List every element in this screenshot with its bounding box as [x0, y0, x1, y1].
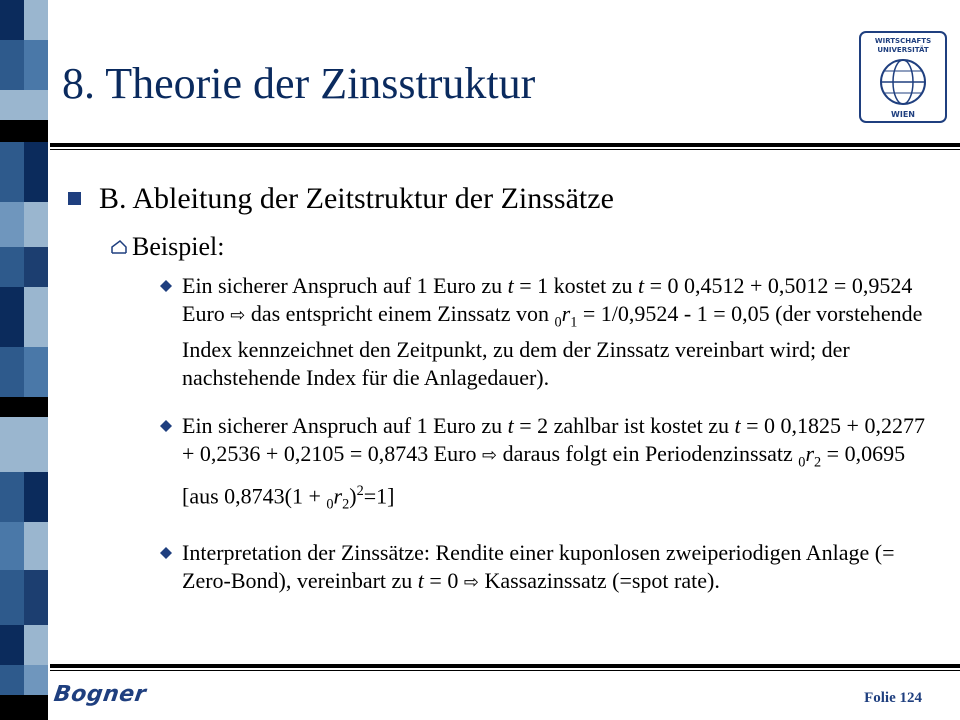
svg-text:WIRTSCHAFTS: WIRTSCHAFTS [874, 37, 932, 45]
sub-heading [110, 232, 224, 264]
pen-bullet-icon [110, 234, 132, 264]
footer-brand: Bogner [52, 682, 148, 707]
bottom-rule [50, 664, 960, 671]
list-item [160, 272, 940, 392]
slide-number: Folie 124 [864, 690, 922, 706]
arrow-right-icon: ⇨ [230, 305, 246, 326]
svg-text:UNIVERSITÄT: UNIVERSITÄT [877, 46, 929, 54]
arrow-right-icon: ⇨ [463, 571, 479, 593]
svg-text:WIEN: WIEN [891, 110, 915, 119]
arrow-right-icon: ⇨ [482, 445, 498, 467]
section-heading [68, 180, 614, 218]
bullet-list [160, 272, 940, 617]
section-heading-text: B. Ableitung der Zeitstruktur der Zinssätze [99, 182, 614, 215]
square-bullet-icon [68, 192, 81, 205]
university-logo [858, 30, 948, 124]
decorative-stripe [0, 0, 48, 720]
top-rule [50, 143, 960, 150]
diamond-bullet-icon [160, 547, 172, 559]
list-item [160, 539, 940, 597]
list-item [160, 412, 940, 518]
diamond-bullet-icon [160, 420, 172, 432]
diamond-bullet-icon [160, 280, 172, 292]
bullet-text: Ein sicherer Anspruch auf 1 Euro zu t = 2 zahlbar ist kostet zu t = 0 0,1825 + 0,2277 + 0,2536 + 0,2105 = 0,8743 Euro ⇨ daraus folgt ein Periodenzinssatz $_0r_2 = 0,0695$ [aus $0,8743(1 + _0r_2)^2=1$] [182, 413, 925, 513]
bullet-text: Interpretation der Zinssätze: Rendite einer kuponlosen zweiperiodigen Anlage (= Zero-Bond), vereinbart zu t = 0 ⇨ Kassazinssatz (=spot rate). [182, 539, 940, 597]
slide-title: 8. Theorie der Zinsstruktur [62, 59, 536, 108]
bullet-text: Ein sicherer Anspruch auf 1 Euro zu t = 1 kostet zu t = 0 0,4512 + 0,5012 = 0,9524 Euro ⇨ das entspricht einem Zinssatz von $_0r_1 = 1/0,9524 - 1 = 0,05$ (der vorstehende Index kennzeichnet den Zeitpunkt, zu dem der Zinssatz vereinbart wird; der nachstehende Index für die Anlagedauer). [182, 273, 923, 391]
sub-heading-text: Beispiel: [132, 232, 225, 261]
